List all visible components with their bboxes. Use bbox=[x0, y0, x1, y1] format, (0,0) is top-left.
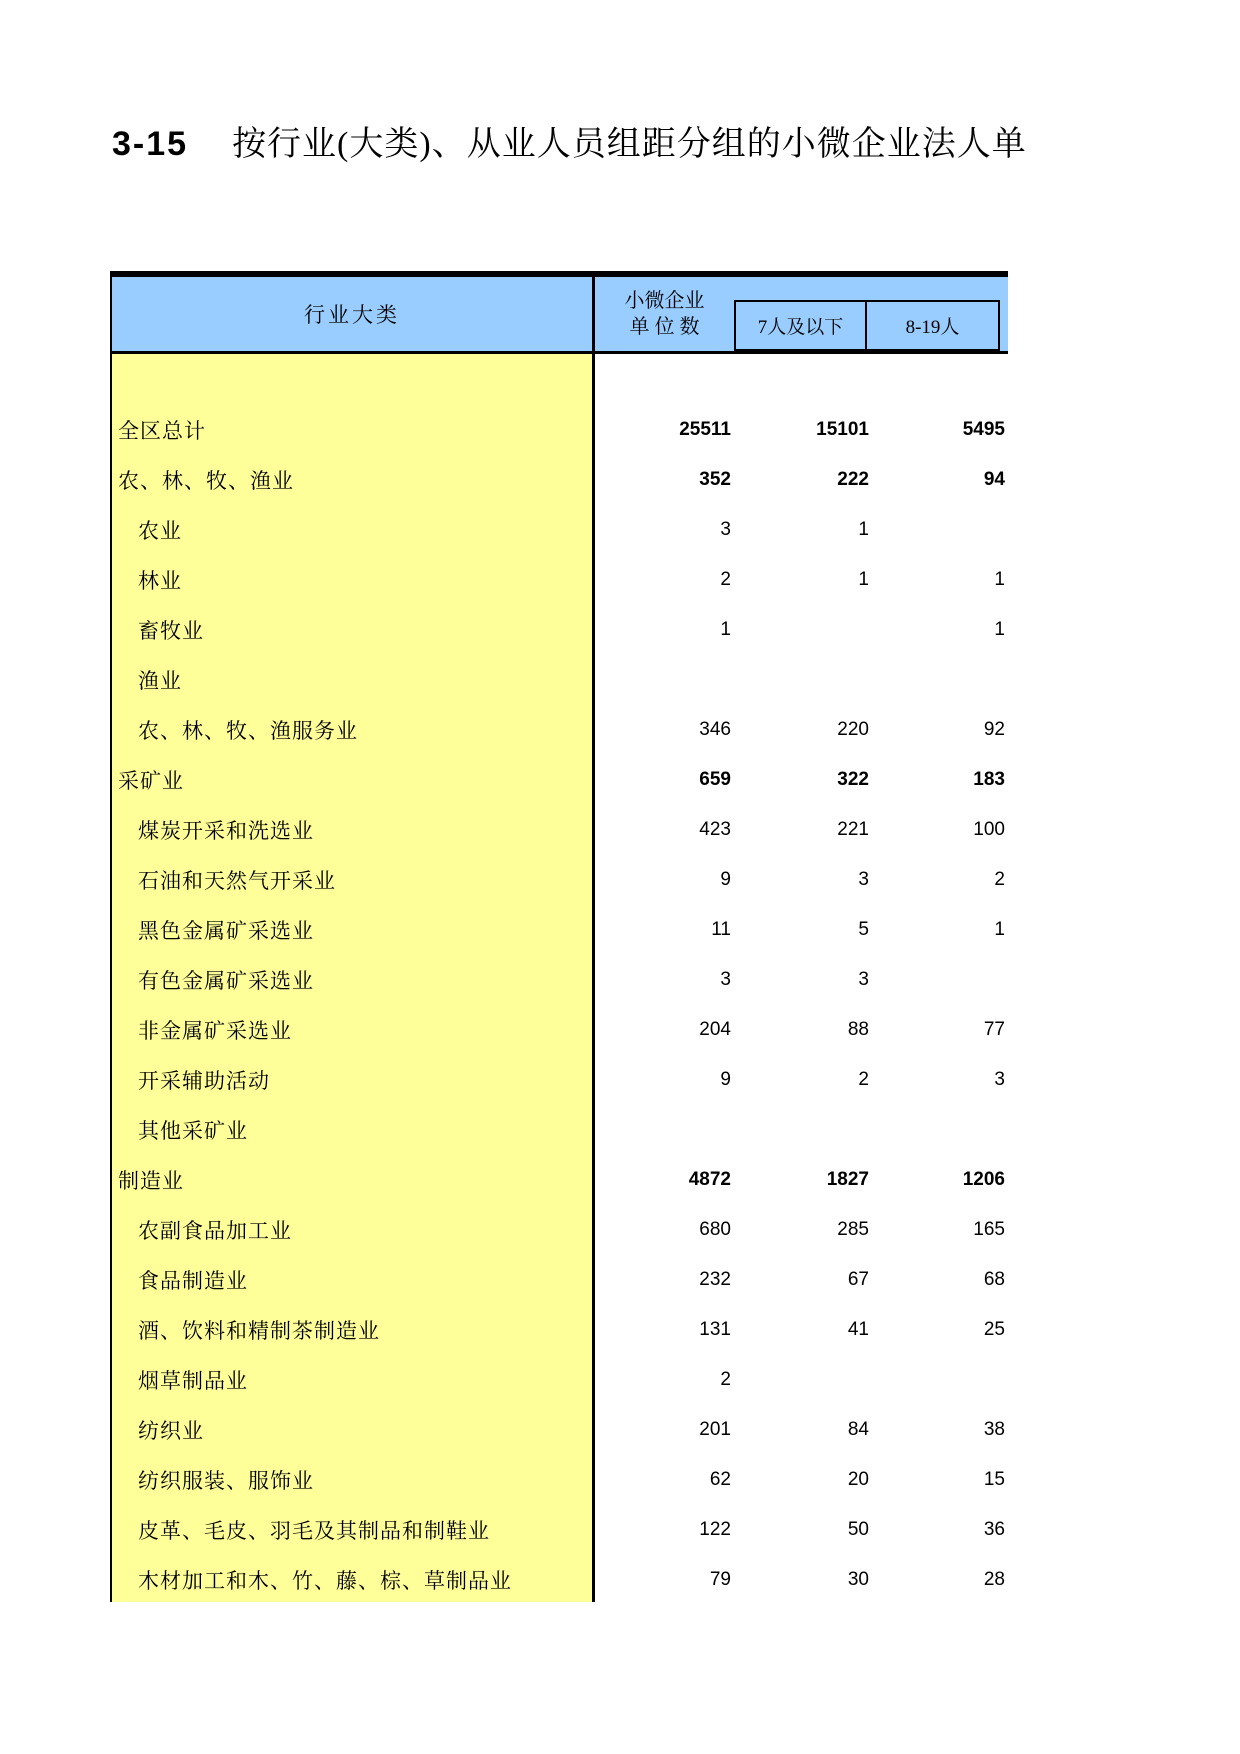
row-value-p7: 1 bbox=[858, 519, 869, 540]
row-value-p8_19: 28 bbox=[983, 1569, 1005, 1590]
row-label: 食品制造业 bbox=[138, 1269, 248, 1293]
table-row bbox=[110, 855, 1008, 905]
row-value-p7: 67 bbox=[847, 1269, 869, 1290]
table-row bbox=[110, 1255, 1008, 1305]
row-label: 渔业 bbox=[138, 669, 182, 693]
row-value-total: 11 bbox=[711, 919, 731, 940]
row-label: 非金属矿采选业 bbox=[138, 1019, 292, 1043]
row-label: 采矿业 bbox=[118, 769, 184, 793]
row-value-p8_19: 15 bbox=[983, 1469, 1005, 1490]
row-value-p7: 30 bbox=[847, 1569, 869, 1590]
row-value-p8_19: 1 bbox=[994, 569, 1005, 590]
table-row bbox=[110, 955, 1008, 1005]
table-row bbox=[110, 1305, 1008, 1355]
row-value-total: 423 bbox=[699, 819, 731, 840]
header-group-8-19: 8-19人 bbox=[867, 300, 1000, 351]
table-row bbox=[110, 655, 1008, 705]
row-label: 皮革、毛皮、羽毛及其制品和制鞋业 bbox=[138, 1519, 490, 1543]
header-staff-groups bbox=[734, 300, 1000, 347]
table-title-text: 按行业(大类)、从业人员组距分组的小微企业法人单 bbox=[232, 126, 1027, 163]
row-value-p7: 15101 bbox=[816, 419, 869, 440]
row-label: 农业 bbox=[138, 519, 182, 543]
row-label: 林业 bbox=[138, 569, 182, 593]
row-value-p8_19: 25 bbox=[983, 1319, 1005, 1340]
stats-table bbox=[110, 271, 1008, 1602]
row-value-total: 3 bbox=[720, 519, 731, 540]
row-value-p8_19: 38 bbox=[983, 1419, 1005, 1440]
row-value-p7: 1 bbox=[858, 569, 869, 590]
row-value-p7: 84 bbox=[847, 1419, 869, 1440]
table-row bbox=[110, 1405, 1008, 1455]
row-value-total: 79 bbox=[709, 1569, 731, 1590]
table-header bbox=[110, 271, 1008, 354]
row-value-p8_19: 1206 bbox=[962, 1169, 1005, 1190]
row-value-total: 352 bbox=[699, 469, 731, 490]
table-row bbox=[110, 1455, 1008, 1505]
row-value-total: 9 bbox=[720, 1069, 731, 1090]
row-value-p7: 3 bbox=[858, 869, 869, 890]
row-value-p7: 222 bbox=[837, 469, 869, 490]
row-label: 酒、饮料和精制茶制造业 bbox=[138, 1319, 380, 1343]
row-value-p7: 221 bbox=[837, 819, 869, 840]
row-value-total: 3 bbox=[720, 969, 731, 990]
row-value-total: 659 bbox=[699, 769, 731, 790]
row-label: 纺织服装、服饰业 bbox=[138, 1469, 314, 1493]
table-body bbox=[110, 354, 1008, 1602]
row-value-p7: 50 bbox=[847, 1519, 869, 1540]
row-value-total: 2 bbox=[720, 1369, 731, 1390]
table-row bbox=[110, 905, 1008, 955]
row-value-total: 680 bbox=[699, 1219, 731, 1240]
table-number: 3-15 bbox=[112, 125, 189, 163]
row-value-total: 204 bbox=[699, 1019, 731, 1040]
row-label: 烟草制品业 bbox=[138, 1369, 248, 1393]
table-row bbox=[110, 1205, 1008, 1255]
table-rows bbox=[110, 354, 1008, 1602]
row-value-p8_19: 183 bbox=[973, 769, 1005, 790]
row-value-total: 62 bbox=[709, 1469, 731, 1490]
table-row bbox=[110, 755, 1008, 805]
row-label: 畜牧业 bbox=[138, 619, 204, 643]
row-label: 煤炭开采和洗选业 bbox=[138, 819, 314, 843]
row-value-total: 201 bbox=[699, 1419, 731, 1440]
row-label: 农、林、牧、渔服务业 bbox=[138, 719, 358, 743]
row-value-p7: 3 bbox=[858, 969, 869, 990]
table-row bbox=[110, 1505, 1008, 1555]
row-value-total: 2 bbox=[720, 569, 731, 590]
table-row bbox=[110, 1105, 1008, 1155]
table-row bbox=[110, 455, 1008, 505]
table-row bbox=[110, 805, 1008, 855]
row-value-p7: 41 bbox=[847, 1319, 869, 1340]
table-row bbox=[110, 1555, 1008, 1602]
row-label: 黑色金属矿采选业 bbox=[138, 919, 314, 943]
row-value-total: 4872 bbox=[688, 1169, 731, 1190]
row-value-p8_19: 1 bbox=[994, 619, 1005, 640]
row-value-p8_19: 2 bbox=[994, 869, 1005, 890]
row-label: 全区总计 bbox=[118, 419, 206, 443]
row-value-total: 346 bbox=[699, 719, 731, 740]
row-value-p7: 2 bbox=[858, 1069, 869, 1090]
row-label: 制造业 bbox=[118, 1169, 184, 1193]
row-label: 农副食品加工业 bbox=[138, 1219, 292, 1243]
header-total-units-line1: 小微企业 bbox=[624, 290, 705, 312]
header-total-units bbox=[595, 277, 734, 351]
header-total-units-line2: 单 位 数 bbox=[629, 316, 700, 338]
row-value-p7: 88 bbox=[847, 1019, 869, 1040]
page-title bbox=[112, 116, 1027, 165]
row-value-p8_19: 92 bbox=[983, 719, 1005, 740]
row-value-p7: 220 bbox=[837, 719, 869, 740]
table-row bbox=[110, 605, 1008, 655]
table-row bbox=[110, 1355, 1008, 1405]
row-value-p8_19: 68 bbox=[983, 1269, 1005, 1290]
row-label: 纺织业 bbox=[138, 1419, 204, 1443]
row-value-total: 25511 bbox=[679, 419, 731, 440]
row-value-total: 122 bbox=[699, 1519, 731, 1540]
table-row bbox=[110, 405, 1008, 455]
table-row bbox=[110, 505, 1008, 555]
row-label: 有色金属矿采选业 bbox=[138, 969, 314, 993]
table-row bbox=[110, 1155, 1008, 1205]
table-row bbox=[110, 1055, 1008, 1105]
header-group-7-and-under: 7人及以下 bbox=[734, 300, 867, 351]
row-value-p8_19: 94 bbox=[983, 469, 1005, 490]
row-value-total: 9 bbox=[720, 869, 731, 890]
row-label: 石油和天然气开采业 bbox=[138, 869, 336, 893]
row-value-p7: 285 bbox=[837, 1219, 869, 1240]
row-label: 开采辅助活动 bbox=[138, 1069, 270, 1093]
row-value-p7: 5 bbox=[858, 919, 869, 940]
row-value-p7: 322 bbox=[837, 769, 869, 790]
row-value-p7: 20 bbox=[847, 1469, 869, 1490]
row-label: 其他采矿业 bbox=[138, 1119, 248, 1143]
row-value-total: 232 bbox=[699, 1269, 731, 1290]
row-label: 农、林、牧、渔业 bbox=[118, 469, 294, 493]
row-value-total: 131 bbox=[699, 1319, 731, 1340]
table-row bbox=[110, 1005, 1008, 1055]
header-industry-category: 行业大类 bbox=[112, 277, 595, 351]
row-value-p8_19: 1 bbox=[994, 919, 1005, 940]
row-value-p8_19: 77 bbox=[983, 1019, 1005, 1040]
row-value-p8_19: 165 bbox=[973, 1219, 1005, 1240]
table-row bbox=[110, 705, 1008, 755]
row-value-p8_19: 36 bbox=[983, 1519, 1005, 1540]
row-value-p8_19: 100 bbox=[973, 819, 1005, 840]
row-value-p7: 1827 bbox=[826, 1169, 869, 1190]
row-value-p8_19: 5495 bbox=[962, 419, 1005, 440]
table-row bbox=[110, 555, 1008, 605]
row-label: 木材加工和木、竹、藤、棕、草制品业 bbox=[138, 1569, 512, 1593]
row-value-p8_19: 3 bbox=[994, 1069, 1005, 1090]
row-value-total: 1 bbox=[720, 619, 731, 640]
